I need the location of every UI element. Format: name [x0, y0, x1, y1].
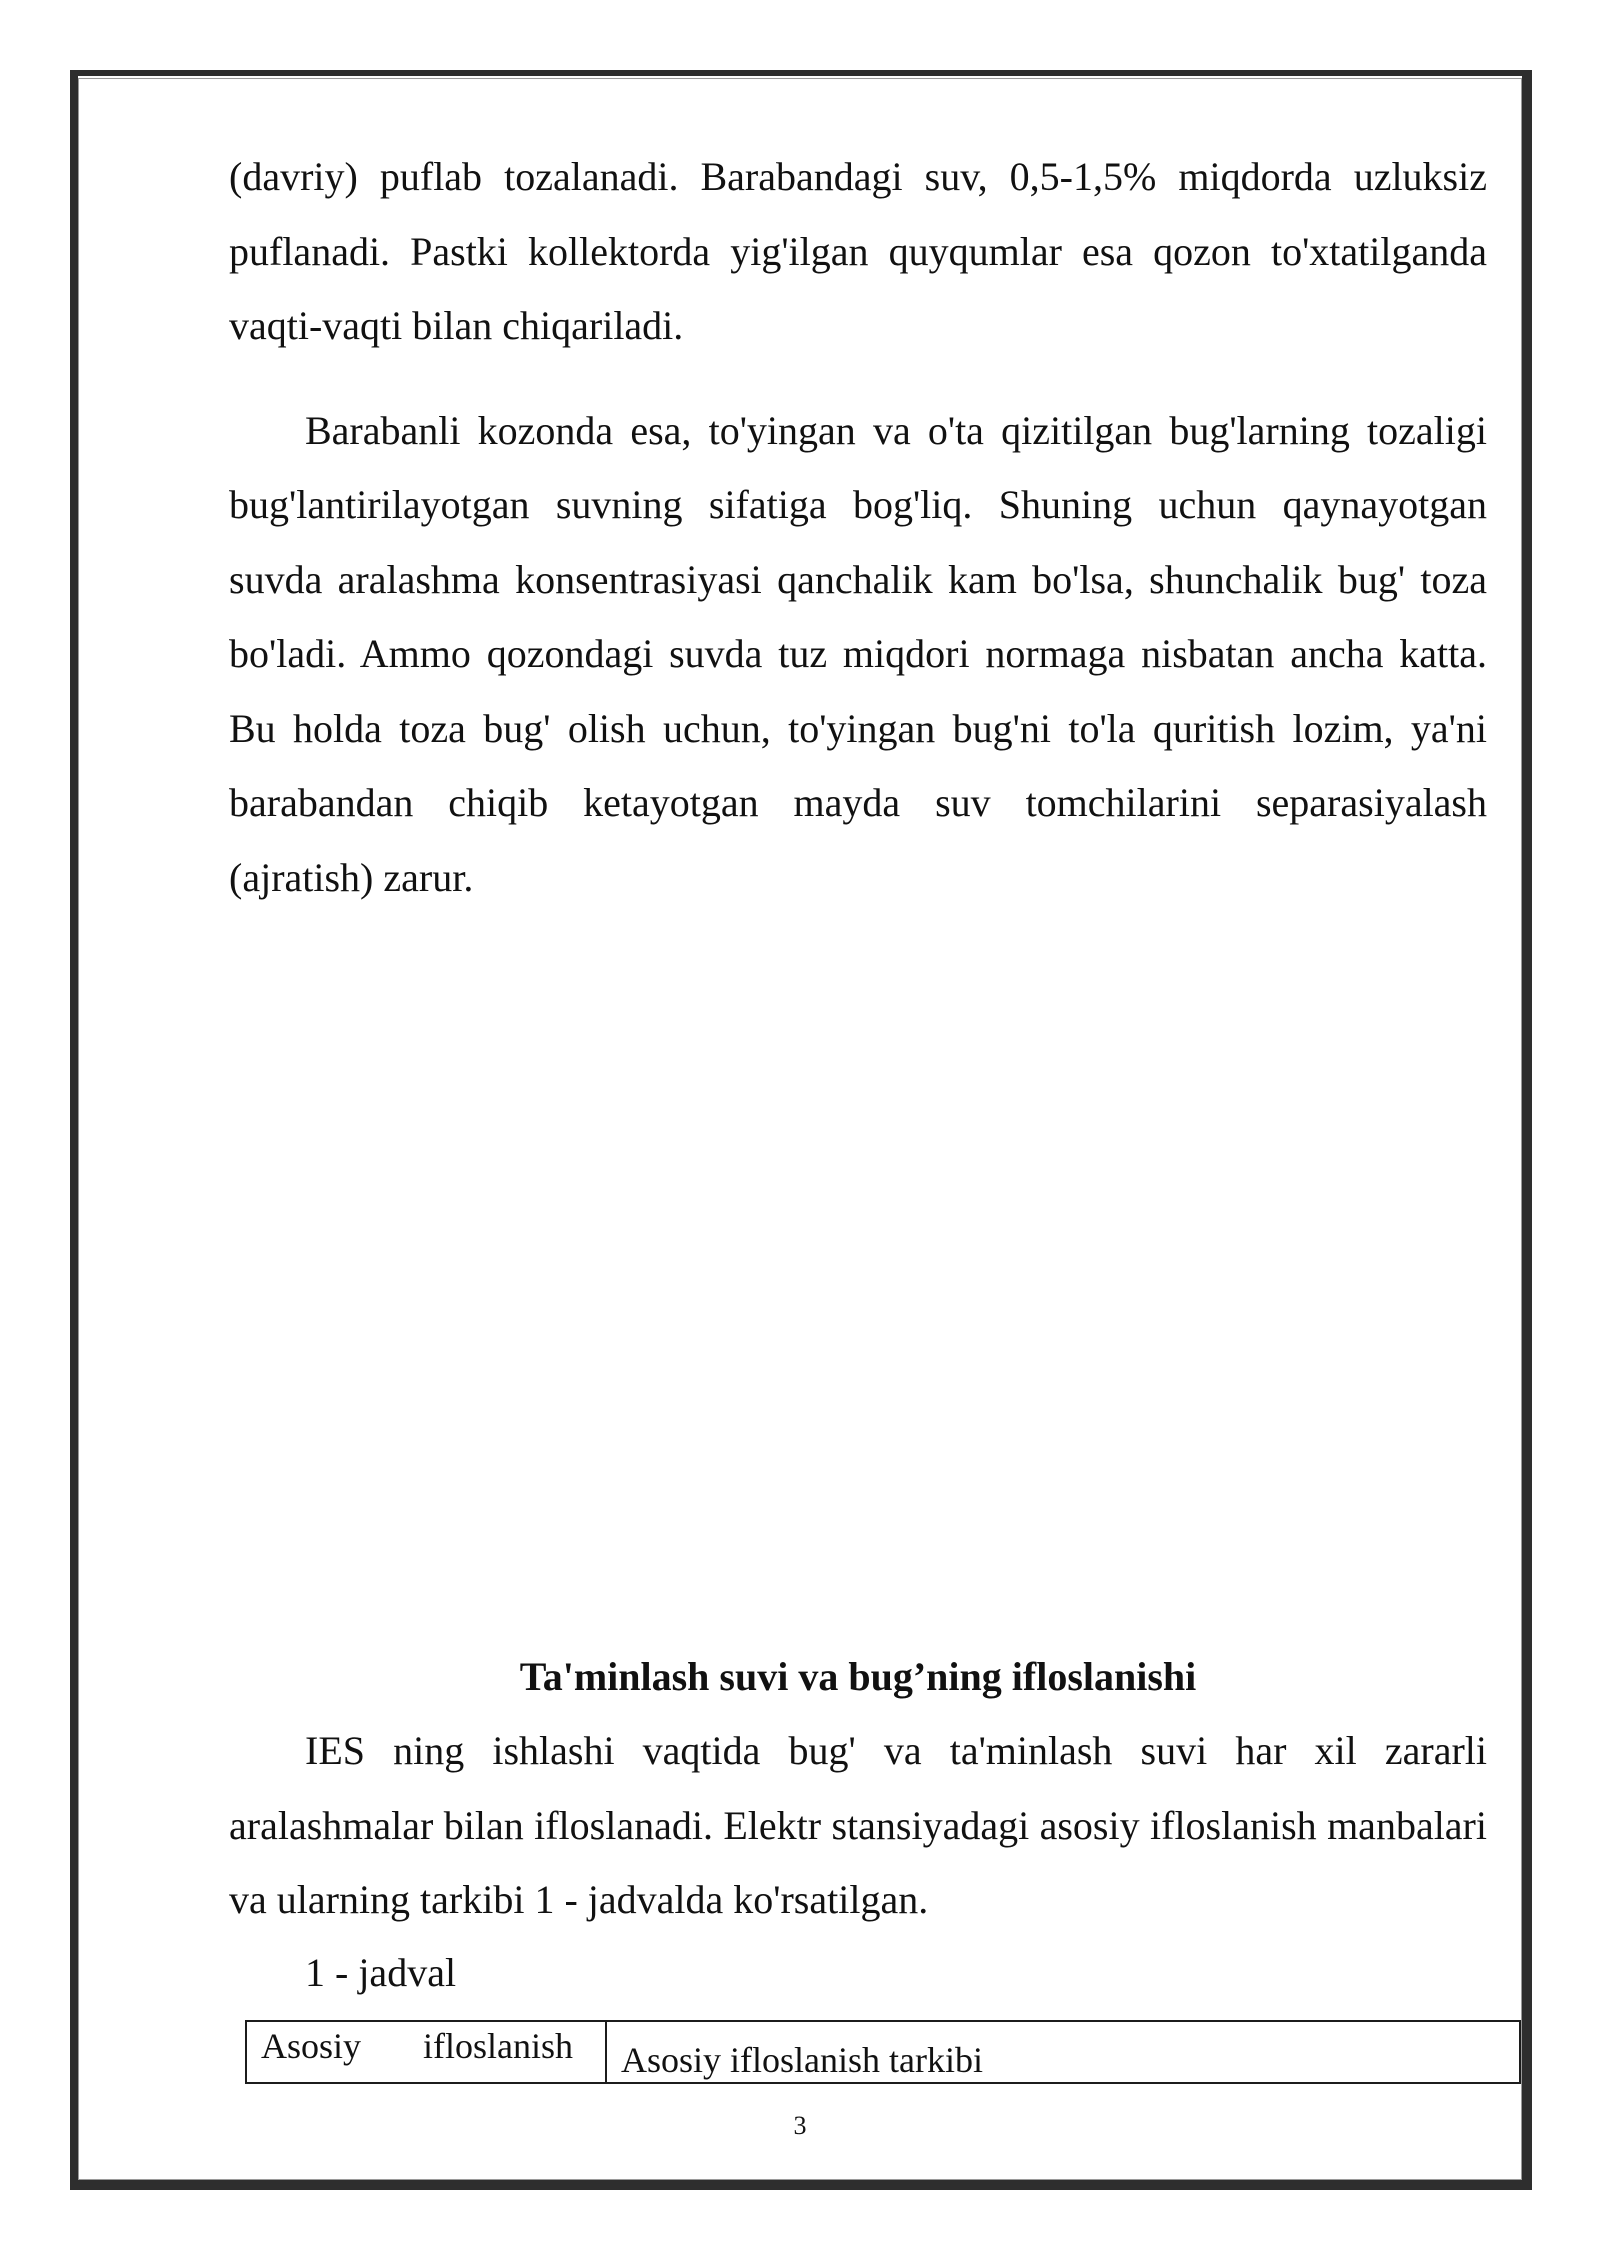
paragraph-pollution-sources: IES ning ishlashi vaqtida bug' va ta'minlash suvi har xil zararli aralashmalar bilan ifloslanadi. Elektr stansiyadagi asosiy ifloslanish manbalari va ularning tarkibi 1 - jadvalda ko'rsatilgan. [229, 1728, 1487, 1922]
table-header-source [246, 2021, 606, 2083]
pollution-sources-table [245, 2020, 1521, 2084]
paragraph-continuation: (davriy) puflab tozalanadi. Barabandagi suv, 0,5-1,5% miqdorda uzluksiz puflanadi. Pastki kollektorda yig'ilgan quyqumlar esa qozon to'xtatilganda vaqti-vaqti bilan chiqariladi. [229, 154, 1487, 348]
paragraph-drum-boiler: Barabanli kozonda esa, to'yingan va o'ta qizitilgan bug'larning tozaligi bug'lantirilayotgan suvning sifatiga bog'liq. Shuning uchun qaynayotgan suvda aralashma konsentrasiyasi qanchalik kam bo'lsa, shunchalik bug' toza bo'ladi. Ammo qozondagi suvda tuz miqdori normaga nisbatan ancha katta. Bu holda toza bug' olish uchun, to'yingan bug'ni to'la quritish lozim, ya'ni barabandan chiqib ketayotgan mayda suv tomchilarini separasiyalash (ajratish) zarur. [229, 407, 1487, 900]
table-header-row [246, 2021, 1520, 2083]
table-header-source-word-1: Asosiy [261, 2026, 362, 2066]
main-text [229, 140, 1487, 915]
table-header-composition: Asosiy ifloslanish tarkibi [606, 2021, 1520, 2083]
section-body [229, 1714, 1487, 1938]
table-header-source-word-2: ifloslanish [423, 2026, 574, 2066]
page-number: 3 [793, 2111, 807, 2140]
table-caption: 1 - jadval [305, 1950, 457, 1995]
section-heading: Ta'minlash suvi va bug’ning ifloslanishi [519, 1654, 1197, 1699]
